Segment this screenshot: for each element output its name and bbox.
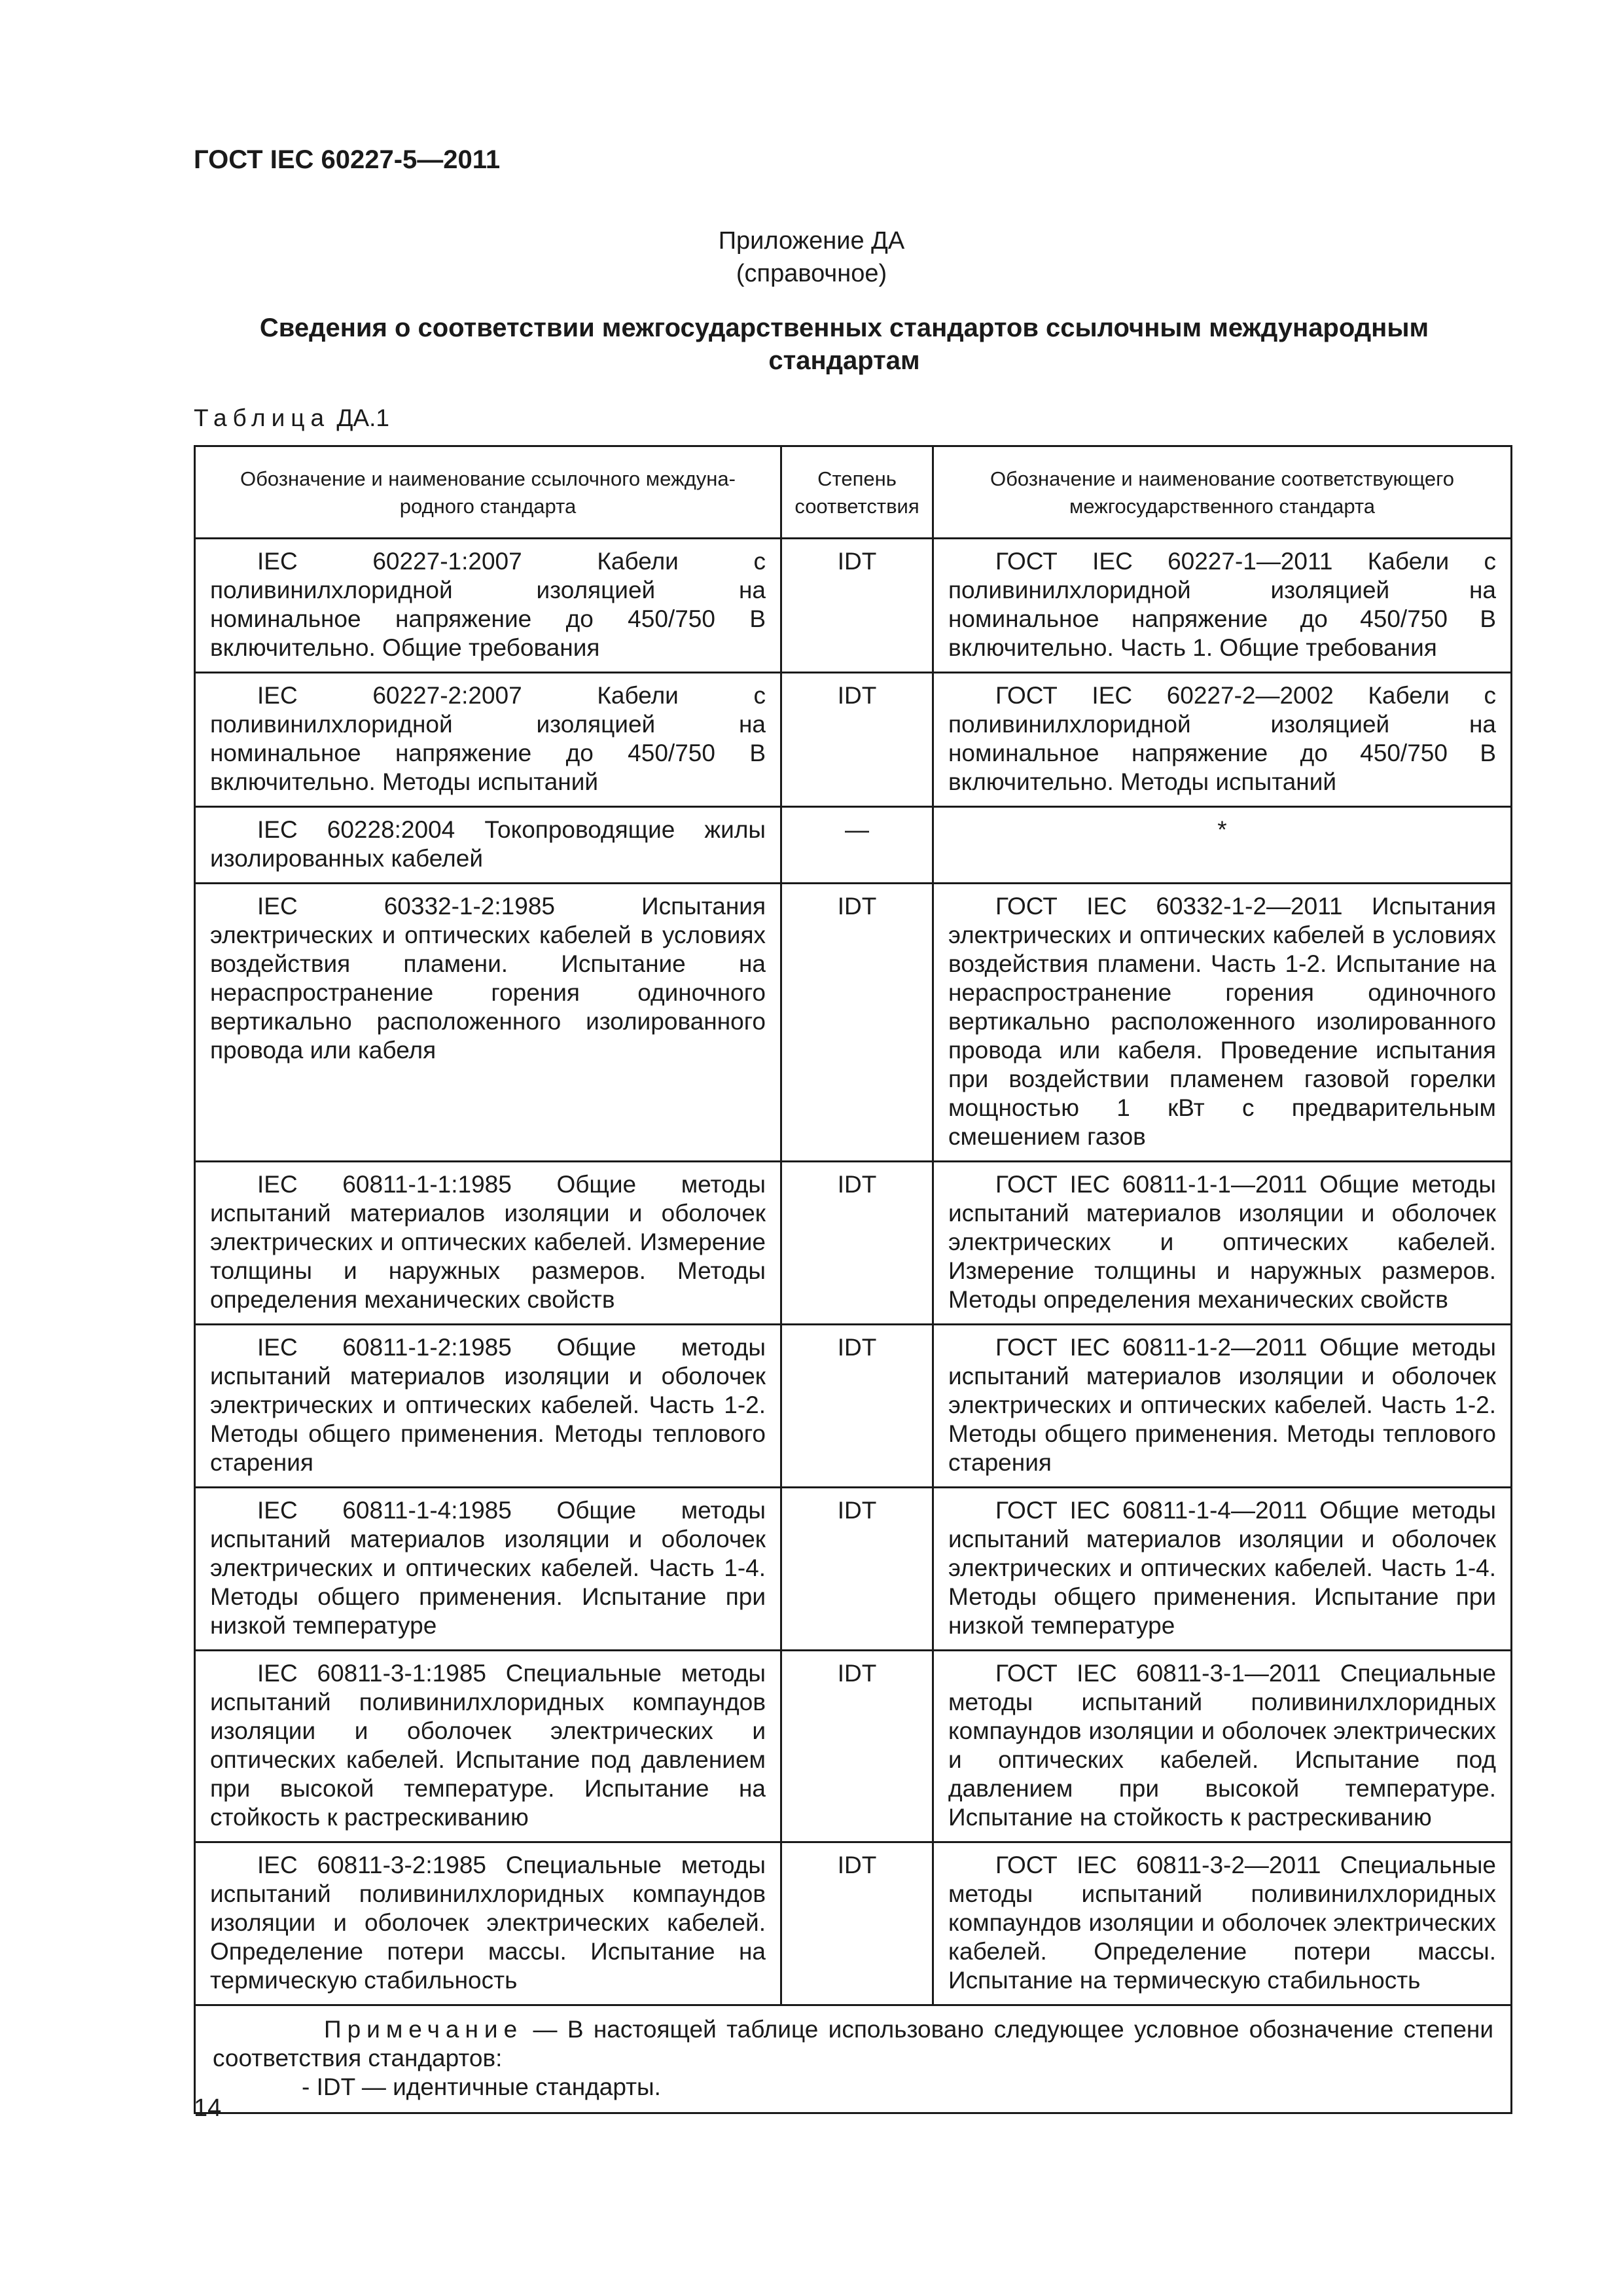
table-caption-number: ДА.1 — [336, 404, 389, 431]
degree-cell: IDT — [781, 673, 933, 807]
table-row — [195, 807, 1512, 884]
degree-cell: IDT — [781, 884, 933, 1162]
column-header-interstate: Обозначение и наименование соответствующего межгосударственного стандарта — [933, 446, 1512, 539]
table-row — [195, 1162, 1512, 1325]
degree-cell: IDT — [781, 1651, 933, 1842]
international-standard-cell: IEC 60811-1-1:1985 Общие методы испытаний материалов изоляции и оболочек электрических и оптических кабелей. Измерение толщины и наружных размеров. Методы определения механических свойств — [195, 1162, 781, 1325]
interstate-standard-cell: * — [933, 807, 1512, 884]
degree-cell: IDT — [781, 1488, 933, 1651]
column-header-international: Обозначение и наименование ссылочного междуна-родного стандарта — [195, 446, 781, 539]
interstate-standard-cell: ГОСТ IEC 60227-2—2002 Кабели с поливинилхлоридной изоляцией на номинальное напряжение до 450/750 В включительно. Методы испытаний — [933, 673, 1512, 807]
interstate-standard-cell: ГОСТ IEC 60811-1-1—2011 Общие методы испытаний материалов изоляции и оболочек электрических и оптических кабелей. Измерение толщины и наружных размеров. Методы определения механических свойств — [933, 1162, 1512, 1325]
appendix-kind: (справочное) — [736, 260, 887, 287]
document-header: ГОСТ IEC 60227-5—2011 — [194, 145, 501, 174]
interstate-standard-cell: ГОСТ IEC 60811-1-4—2011 Общие методы испытаний материалов изоляции и оболочек электрических и оптических кабелей. Часть 1-4. Методы общего применения. Испытание при низкой температуре — [933, 1488, 1512, 1651]
note-text: — В настоящей таблице использовано следующее условное обозначение степени соответствия стандартов: — [213, 2016, 1493, 2072]
table-row — [195, 673, 1512, 807]
degree-cell: IDT — [781, 539, 933, 673]
international-standard-cell: IEC 60811-3-1:1985 Специальные методы испытаний поливинилхлоридных компаундов изоляции и оболочек электрических и оптических кабелей. Испытание под давлением при высокой температуре. Испытание на стойкость к растрескиванию — [195, 1651, 781, 1842]
international-standard-cell: IEC 60227-2:2007 Кабели с поливинилхлоридной изоляцией на номинальное напряжение до 450/750 В включительно. Методы испытаний — [195, 673, 781, 807]
international-standard-cell: IEC 60811-1-4:1985 Общие методы испытаний материалов изоляции и оболочек электрических и оптических кабелей. Часть 1-4. Методы общего применения. Испытание при низкой температуре — [195, 1488, 781, 1651]
table-header-row — [195, 446, 1512, 539]
table-row — [195, 1842, 1512, 2005]
table-row — [195, 1651, 1512, 1842]
note-label: Примечание — [324, 2016, 524, 2043]
degree-cell: IDT — [781, 1162, 933, 1325]
table-row — [195, 539, 1512, 673]
table-note — [195, 2005, 1512, 2113]
column-header-degree: Степень соответствия — [781, 446, 933, 539]
degree-cell: — — [781, 807, 933, 884]
international-standard-cell: IEC 60332-1-2:1985 Испытания электрических и оптических кабелей в условиях воздействия пламени. Испытание на нераспространение горения одиночного вертикально расположенного изолированного провода или кабеля — [195, 884, 781, 1162]
appendix-heading — [0, 224, 1623, 290]
note-body — [213, 2015, 1493, 2073]
degree-cell: IDT — [781, 1325, 933, 1488]
degree-cell: IDT — [781, 1842, 933, 2005]
interstate-standard-cell: ГОСТ IEC 60811-3-1—2011 Специальные методы испытаний поливинилхлоридных компаундов изоляции и оболочек электрических и оптических кабелей. Испытание под давлением при высокой температуре. Испытание на стойкость к растрескиванию — [933, 1651, 1512, 1842]
table-row — [195, 1325, 1512, 1488]
table-row — [195, 884, 1512, 1162]
table-caption-word: Таблица — [194, 404, 330, 431]
international-standard-cell: IEC 60228:2004 Токопроводящие жилы изолированных кабелей — [195, 807, 781, 884]
correspondence-table — [194, 445, 1512, 2114]
international-standard-cell: IEC 60227-1:2007 Кабели с поливинилхлоридной изоляцией на номинальное напряжение до 450/750 В включительно. Общие требования — [195, 539, 781, 673]
note-item: - IDT — идентичные стандарты. — [302, 2073, 661, 2100]
international-standard-cell: IEC 60811-3-2:1985 Специальные методы испытаний поливинилхлоридных компаундов изоляции и оболочек электрических кабелей. Определение потери массы. Испытание на термическую стабильность — [195, 1842, 781, 2005]
interstate-standard-cell: ГОСТ IEC 60227-1—2011 Кабели с поливинилхлоридной изоляцией на номинальное напряжение до 450/750 В включительно. Часть 1. Общие требования — [933, 539, 1512, 673]
interstate-standard-cell: ГОСТ IEC 60811-3-2—2011 Специальные методы испытаний поливинилхлоридных компаундов изоляции и оболочек электрических кабелей. Определение потери массы. Испытание на термическую стабильность — [933, 1842, 1512, 2005]
table-note-row — [195, 2005, 1512, 2113]
page-number: 14 — [194, 2094, 222, 2122]
interstate-standard-cell: ГОСТ IEC 60811-1-2—2011 Общие методы испытаний материалов изоляции и оболочек электрических и оптических кабелей. Часть 1-2. Методы общего применения. Методы теплового старения — [933, 1325, 1512, 1488]
international-standard-cell: IEC 60811-1-2:1985 Общие методы испытаний материалов изоляции и оболочек электрических и оптических кабелей. Часть 1-2. Методы общего применения. Методы теплового старения — [195, 1325, 781, 1488]
appendix-title: Сведения о соответствии межгосударственных стандартов ссылочным международным стандартам — [259, 314, 1429, 375]
table-row — [195, 1488, 1512, 1651]
appendix-label: Приложение ДА — [718, 227, 905, 255]
table-caption — [194, 404, 389, 432]
interstate-standard-cell: ГОСТ IEC 60332-1-2—2011 Испытания электрических и оптических кабелей в условиях воздействия пламени. Часть 1-2. Испытание на нераспространение горения одиночного вертикально расположенного изолированного провода или кабеля. Проведение испытания при воздействии пламенем газовой горелки мощностью 1 кВт с предварительным смешением газов — [933, 884, 1512, 1162]
